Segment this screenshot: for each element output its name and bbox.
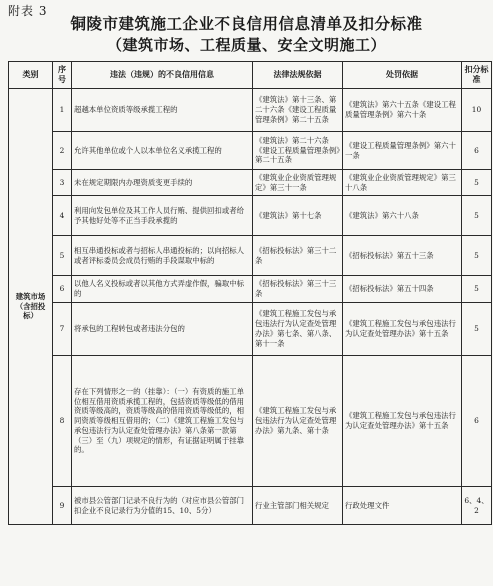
table-row (9, 276, 492, 303)
table-row (9, 196, 492, 236)
seq-cell: 1 (53, 89, 72, 132)
attachment-label: 附表 3 (8, 4, 48, 18)
category-cell: 建筑市场（含招投标） (9, 89, 53, 525)
column-header-seq: 序号 (53, 62, 72, 89)
score-cell: 5 (462, 196, 492, 236)
penalty-cell: 行政处理文件 (343, 487, 462, 525)
law-cell: 《建筑法》第二十六条《建设工程质量管理条例》第二十五条 (253, 132, 343, 170)
penalty-cell: 《建筑工程施工发包与承包违法行为认定查处管理办法》第十五条 (343, 356, 462, 487)
law-cell: 《建筑法》第十七条 (253, 196, 343, 236)
penalty-cell: 《建筑法》第六十八条 (343, 196, 462, 236)
column-header-score: 扣分标准 (462, 62, 492, 89)
score-cell: 5 (462, 303, 492, 356)
score-cell: 6 (462, 356, 492, 487)
seq-cell: 6 (53, 276, 72, 303)
column-header-category: 类别 (9, 62, 53, 89)
column-header-info: 违法（违规）的不良信用信息 (72, 62, 253, 89)
column-header-penalty: 处罚依据 (343, 62, 462, 89)
seq-cell: 5 (53, 236, 72, 276)
info-cell: 存在下列情形之一的（挂靠）：（一）有资质的施工单位相互借用资质承揽工程的，包括资质等级低的借用资质等级高的，资质等级高的借用资质等级低的，相同资质等级相互借用的；（二）《建筑工程施工发包与承包违法行为认定查处管理办法》第八条第一款第（三）至（九）项规定的情形，有证据证明属于挂靠的。 (72, 356, 253, 487)
score-cell: 10 (462, 89, 492, 132)
law-cell: 《建筑工程施工发包与承包违法行为认定查处管理办法》第九条、第十条 (253, 356, 343, 487)
score-cell: 5 (462, 276, 492, 303)
seq-cell: 3 (53, 170, 72, 196)
penalty-cell: 《招标投标法》第五十四条 (343, 276, 462, 303)
law-cell: 行业主管部门相关规定 (253, 487, 343, 525)
table-row (9, 303, 492, 356)
info-cell: 未在规定期限内办理资质变更手续的 (72, 170, 253, 196)
table-row (9, 132, 492, 170)
info-cell: 允许其他单位或个人以本单位名义承揽工程的 (72, 132, 253, 170)
penalty-cell: 《建筑工程施工发包与承包违法行为认定查处管理办法》第十五条 (343, 303, 462, 356)
penalty-cell: 《建筑业企业资质管理规定》第三十八条 (343, 170, 462, 196)
score-cell: 6 (462, 132, 492, 170)
table-row (9, 170, 492, 196)
law-cell: 《建筑法》第十三条、第二十六条《建设工程质量管理条例》第二十五条 (253, 89, 343, 132)
penalty-cell: 《招标投标法》第五十三条 (343, 236, 462, 276)
document-title: 铜陵市建筑施工企业不良信用信息清单及扣分标准 (70, 14, 423, 33)
table-row (9, 356, 492, 487)
column-header-law: 法律法规依据 (253, 62, 343, 89)
info-cell: 超越本单位资质等级承揽工程的 (72, 89, 253, 132)
credit-score-table (8, 61, 492, 525)
info-cell: 以他人名义投标或者以其他方式弄虚作假，骗取中标的 (72, 276, 253, 303)
law-cell: 《建筑业企业资质管理规定》第三十一条 (253, 170, 343, 196)
seq-cell: 7 (53, 303, 72, 356)
law-cell: 《建筑工程施工发包与承包违法行为认定查处管理办法》第七条、第八条、第十一条 (253, 303, 343, 356)
law-cell: 《招标投标法》第三十二条 (253, 236, 343, 276)
seq-cell: 8 (53, 356, 72, 487)
info-cell: 相互串通投标或者与招标人串通投标的；以向招标人或者评标委员会成员行贿的手段谋取中标的 (72, 236, 253, 276)
info-cell: 被市县公管部门记录不良行为的（对应市县公管部门扣企业不良记录行为分值的15、10、5分） (72, 487, 253, 525)
score-cell: 6、4、2 (462, 487, 492, 525)
penalty-cell: 《建筑法》第六十五条《建设工程质量管理条例》第六十条 (343, 89, 462, 132)
info-cell: 利用向发包单位及其工作人员行贿、提供回扣或者给予其他好处等不正当手段承揽的 (72, 196, 253, 236)
info-cell: 将承包的工程转包或者违法分包的 (72, 303, 253, 356)
table-row (9, 487, 492, 525)
seq-cell: 4 (53, 196, 72, 236)
score-cell: 5 (462, 236, 492, 276)
law-cell: 《招标投标法》第三十三条 (253, 276, 343, 303)
penalty-cell: 《建设工程质量管理条例》第六十一条 (343, 132, 462, 170)
seq-cell: 2 (53, 132, 72, 170)
document-subtitle: （建筑市场、工程质量、安全文明施工） (106, 36, 386, 54)
table-row (9, 236, 492, 276)
table-header-row (9, 62, 492, 89)
seq-cell: 9 (53, 487, 72, 525)
score-cell: 5 (462, 170, 492, 196)
table-row (9, 89, 492, 132)
